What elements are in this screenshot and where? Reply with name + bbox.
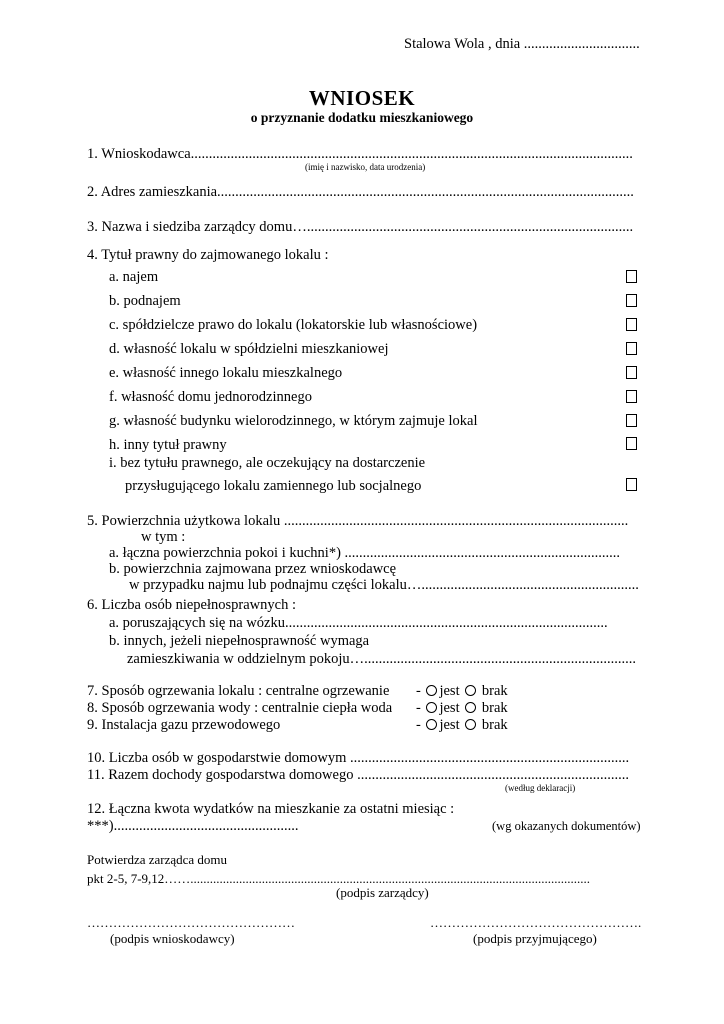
address-field[interactable]: 2. Adres zamieszkania................................................................................................................... [87, 184, 634, 200]
manager-field[interactable]: 3. Nazwa i siedziba zarządcy domu….......................................................................................... [87, 219, 634, 235]
area-occupied-field[interactable]: w przypadku najmu lub podnajmu części lokalu…............................................................ [129, 577, 639, 593]
checkbox-wlasnosc-spoldzielnia[interactable] [626, 342, 637, 355]
gas-options [416, 717, 508, 734]
legal-option-label: i. bez tytułu prawnego, ale oczekujący na dostarczenie [109, 455, 426, 471]
expenses-field[interactable]: ***)................................................... [87, 818, 299, 834]
document-title: WNIOSEK [308, 86, 416, 110]
disabled-wheelchair-field[interactable]: a. poruszających się na wózku......................................................................................... [109, 615, 608, 631]
confirmation-field[interactable]: pkt 2-5, 7-9,12……........................................................................................................................... [87, 871, 591, 886]
dash: - [416, 700, 421, 716]
household-persons-field[interactable]: 10. Liczba osób w gospodarstwie domowym ............................................................................. [87, 750, 630, 766]
expenses-heading: 12. Łączna kwota wydatków na mieszkanie za ostatni miesiąc : [87, 801, 455, 817]
area-field[interactable]: 5. Powierzchnia użytkowa lokalu ............................................................................................... [87, 513, 629, 529]
place-date[interactable]: Stalowa Wola , dnia ................................ [404, 36, 640, 52]
area-rooms-field[interactable]: a. łączna powierzchnia pokoi i kuchni*) ............................................................................ [109, 545, 621, 561]
radio-label: jest [439, 683, 460, 699]
radio-heating-no[interactable] [465, 685, 476, 696]
heating-options [416, 683, 508, 700]
disabled-heading: 6. Liczba osób niepełnosprawnych : [87, 597, 296, 613]
receiver-signature-line[interactable]: …………………………………………. [430, 915, 642, 930]
receiver-signature-label: (podpis przyjmującego) [473, 931, 597, 946]
checkbox-podnajem[interactable] [626, 294, 637, 307]
area-occupied-label: b. powierzchnia zajmowana przez wnioskodawcę [109, 561, 397, 577]
legal-option-label: g. własność budynku wielorodzinnego, w którym zajmuje lokal [109, 413, 478, 429]
household-income-field[interactable]: 11. Razem dochody gospodarstwa domowego ........................................................................... [87, 767, 629, 783]
radio-label: jest [439, 700, 460, 716]
legal-title-heading: 4. Tytuł prawny do zajmowanego lokalu : [87, 247, 329, 263]
legal-option-label: c. spółdzielcze prawo do lokalu (lokatorskie lub własnościowe) [109, 317, 478, 333]
legal-option-label: przysługującego lokalu zamiennego lub socjalnego [125, 478, 422, 494]
dash: - [416, 683, 421, 699]
radio-gas-no[interactable] [465, 719, 476, 730]
income-hint: (według deklaracji) [505, 783, 576, 793]
radio-heating-yes[interactable] [426, 685, 437, 696]
checkbox-bez-tytulu[interactable] [626, 478, 637, 491]
water-heating-label: 8. Sposób ogrzewania wody : centralnie ciepła woda [87, 700, 393, 716]
radio-gas-yes[interactable] [426, 719, 437, 730]
legal-option-label: d. własność lokalu w spółdzielni mieszkaniowej [109, 341, 389, 357]
radio-water-no[interactable] [465, 702, 476, 713]
manager-signature-label: (podpis zarządcy) [336, 885, 429, 900]
checkbox-budynek-wielorodzinny[interactable] [626, 414, 637, 427]
applicant-field[interactable]: 1. Wnioskodawca.......................................................................................................................... [87, 146, 633, 162]
confirmation-label: Potwierdza zarządca domu [87, 852, 228, 867]
radio-label: jest [439, 717, 460, 733]
applicant-signature-line[interactable]: ………………………………………… [87, 915, 295, 930]
applicant-hint: (imię i nazwisko, data urodzenia) [305, 162, 426, 172]
gas-label: 9. Instalacja gazu przewodowego [87, 717, 281, 733]
legal-option-label: h. inny tytuł prawny [109, 437, 227, 453]
checkbox-inny-lokal[interactable] [626, 366, 637, 379]
legal-option-label: f. własność domu jednorodzinnego [109, 389, 312, 405]
legal-option-label: e. własność innego lokalu mieszkalnego [109, 365, 343, 381]
checkbox-inny-tytul[interactable] [626, 437, 637, 450]
checkbox-spoldzielcze[interactable] [626, 318, 637, 331]
radio-label: brak [481, 683, 508, 699]
checkbox-najem[interactable] [626, 270, 637, 283]
legal-option-label: a. najem [109, 269, 159, 285]
disabled-other-label: b. innych, jeżeli niepełnosprawność wymaga [109, 633, 370, 649]
water-heating-options [416, 700, 508, 717]
disabled-other-field[interactable]: zamieszkiwania w oddzielnym pokoju…........................................................................... [127, 651, 637, 667]
dash: - [416, 717, 421, 733]
area-in-that: w tym : [141, 529, 186, 545]
checkbox-dom-jednorodzinny[interactable] [626, 390, 637, 403]
radio-water-yes[interactable] [426, 702, 437, 713]
legal-option-label: b. podnajem [109, 293, 181, 309]
radio-label: brak [481, 700, 508, 716]
expenses-hint: (wg okazanych dokumentów) [492, 819, 641, 833]
radio-label: brak [481, 717, 508, 733]
heating-label: 7. Sposób ogrzewania lokalu : centralne ogrzewanie [87, 683, 390, 699]
document-subtitle: o przyznanie dodatku mieszkaniowego [250, 110, 474, 125]
applicant-signature-label: (podpis wnioskodawcy) [110, 931, 235, 946]
